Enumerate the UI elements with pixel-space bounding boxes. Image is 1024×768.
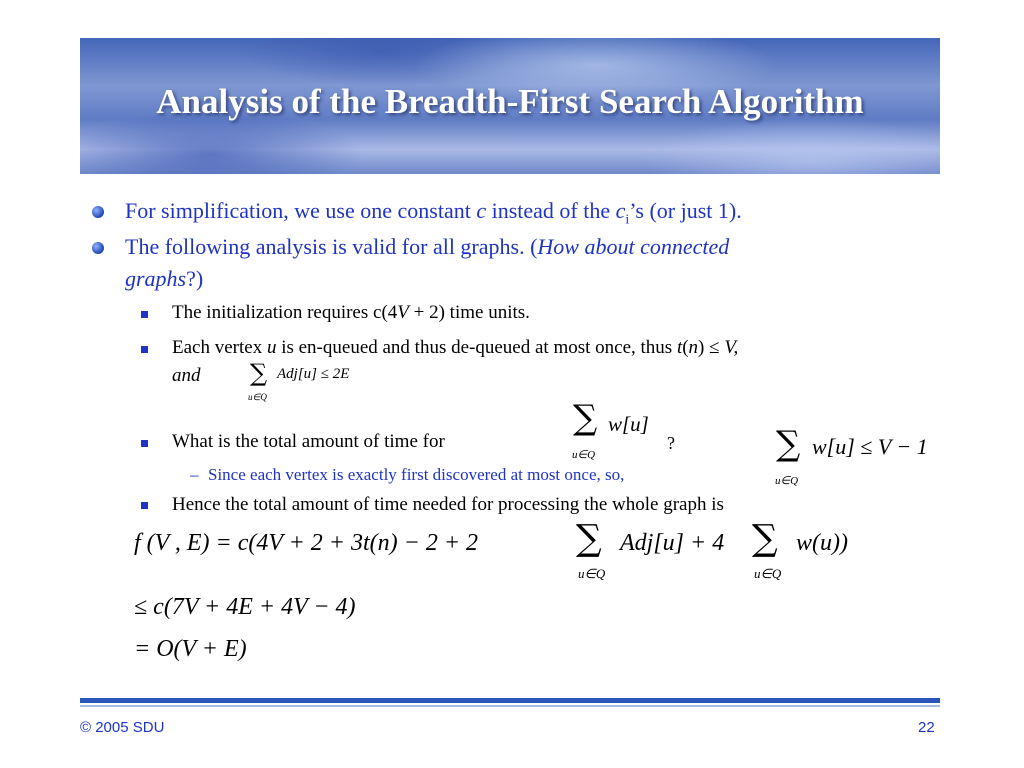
sigma-symbol: ∑ — [776, 424, 801, 464]
subsub-first-discovered: Since each vertex is exactly first discovered at most once, so, — [208, 465, 625, 484]
subbullet-total-time — [172, 431, 445, 453]
square-bullet-icon — [141, 311, 148, 318]
slide-title: Analysis of the Breadth-First Search Algorithm — [156, 82, 864, 121]
sum-index: u∈Q — [248, 392, 267, 402]
footer-rule-light — [80, 705, 940, 707]
formula-f-mid: Adj[u] + 4 — [620, 530, 725, 556]
bullet-analysis-valid-cont — [125, 266, 203, 292]
subbullet-text: ) ≤ — [698, 337, 725, 358]
sum-adj-expression: Adj[u] ≤ 2E — [277, 366, 350, 382]
sum-index: u∈Q — [775, 475, 799, 487]
sigma-symbol: ∑ — [576, 518, 602, 559]
italic-question: How about connected — [537, 234, 730, 259]
constant-c: c — [476, 198, 487, 223]
italic-graphs: graphs — [125, 266, 187, 291]
page-number: 22 — [918, 719, 935, 736]
bullet-text: ’s (or just 1). — [629, 198, 742, 223]
formula-line-2: ≤ c(7V + 4E + 4V − 4) — [134, 594, 356, 620]
dash-bullet-icon: – — [190, 465, 199, 484]
bullet-text: For simplification, we use one constant — [125, 198, 477, 223]
title-banner — [80, 38, 940, 174]
square-bullet-icon — [141, 502, 148, 509]
subbullet-text: What is the total amount of time for — [172, 431, 445, 452]
bullet-icon — [92, 206, 104, 218]
sum-index: u∈Q — [578, 566, 606, 581]
footer-rule — [80, 698, 940, 703]
formula-f-lhs: f (V , E) = c(4V + 2 + 3t(n) − 2 + 2 — [134, 530, 479, 556]
bullet-text: The following analysis is valid for all graphs. ( — [125, 234, 538, 259]
subscript-i: i — [625, 212, 630, 228]
square-bullet-icon — [141, 440, 148, 447]
sigma-symbol: ∑ — [250, 359, 268, 387]
var-n: n — [688, 337, 699, 358]
formula-line-3: = O(V + E) — [134, 636, 247, 662]
bullet-analysis-valid — [125, 234, 729, 260]
sum-index: u∈Q — [572, 449, 596, 461]
footer-copyright: © 2005 SDU — [80, 719, 165, 736]
bullet-text: ?) — [186, 266, 204, 291]
constant-ci: c — [615, 198, 626, 223]
var-t: t — [676, 337, 683, 358]
sigma-symbol: ∑ — [752, 518, 778, 559]
bullet-simplification — [125, 198, 742, 228]
and-word: and — [172, 365, 201, 386]
subbullet-hence: Hence the total amount of time needed for processing the whole graph is — [172, 494, 724, 515]
formula-f-end: w(u)) — [796, 530, 848, 556]
subbullet-text: Each vertex — [172, 337, 267, 358]
sum-w-bound-expression: w[u] ≤ V − 1 — [812, 434, 928, 459]
subbullet-initialization — [172, 302, 530, 324]
square-bullet-icon — [141, 346, 148, 353]
sum-index: u∈Q — [754, 566, 782, 581]
subbullet-text: + 2) time units. — [408, 302, 530, 323]
subbullet-text: The initialization requires c(4 — [172, 302, 398, 323]
question-mark: ? — [667, 433, 675, 453]
subbullet-and — [172, 365, 201, 387]
var-u: u — [266, 337, 277, 358]
var-V: V, — [724, 337, 739, 358]
sigma-symbol: ∑ — [573, 398, 598, 438]
subbullet-text: is en-queued and thus de-queued at most once, thus — [276, 337, 677, 358]
bullet-icon — [92, 242, 104, 254]
sum-w-expression: w[u] — [608, 412, 649, 436]
subbullet-each-vertex: Each vertex u is en-queued and thus de-queued at most once, thus t(n) ≤ V, — [172, 337, 739, 358]
var-V: V — [397, 302, 409, 323]
bullet-text: instead of the — [486, 198, 616, 223]
